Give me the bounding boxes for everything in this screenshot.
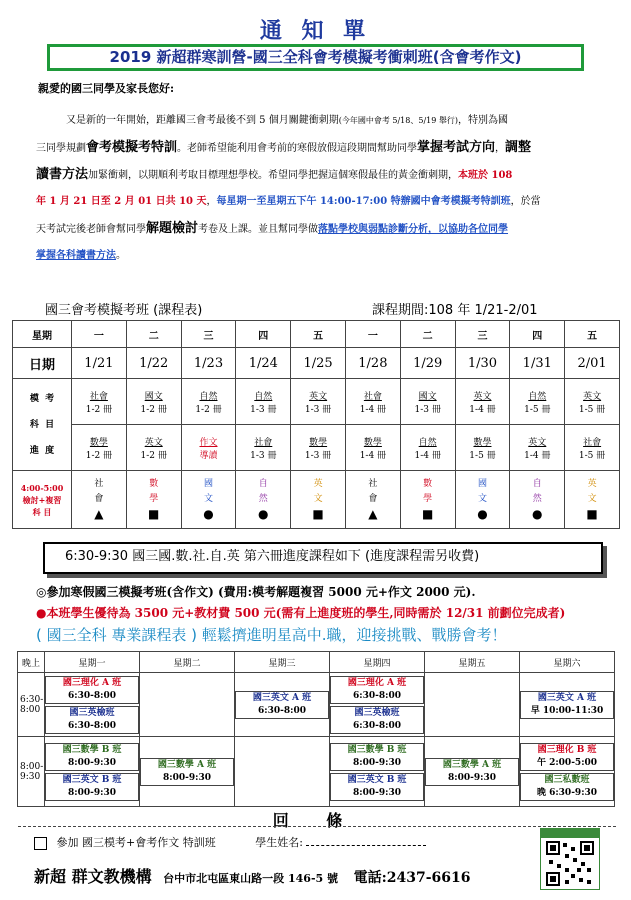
class-block xyxy=(425,758,519,786)
class-time: 8:00-9:30 xyxy=(353,787,401,798)
page-title: 通 知 單 xyxy=(259,19,372,44)
class-block xyxy=(330,773,424,801)
reply-slip-title: 回 條 xyxy=(272,811,359,830)
class-name: 國三英文 B 班 xyxy=(62,774,122,785)
subject-cell: 英文 1-3 冊 xyxy=(291,379,346,425)
subject-cell: 數學 1-5 冊 xyxy=(455,425,510,471)
course-subtitle: 2019 新超群寒訓營-國三全科會考模擬考衝刺班(含會考作文) xyxy=(47,44,584,71)
day-cell: 二 xyxy=(126,321,181,348)
review-subject-char: 社 xyxy=(94,479,104,489)
day-cell: 二 xyxy=(400,321,455,348)
review-marker: ■ xyxy=(586,507,598,521)
review-cell xyxy=(510,471,565,529)
review-subject-char: 文 xyxy=(587,494,597,504)
para-line-2: 三同學規劃會考模擬考特訓。老師希望能利用會考前的寒假放假這段期間幫助同學掌握考試方向，調整 xyxy=(36,140,532,155)
date-cell: 1/29 xyxy=(400,348,455,379)
table-row xyxy=(18,652,615,673)
review-marker: ■ xyxy=(148,507,160,521)
day-cell: 五 xyxy=(565,321,620,348)
signup-row xyxy=(34,834,426,850)
class-block xyxy=(330,743,424,771)
review-subject-char: 學 xyxy=(423,494,433,504)
day-cell: 一 xyxy=(345,321,400,348)
review-marker: ● xyxy=(258,507,269,521)
table-row xyxy=(13,425,620,471)
review-cell xyxy=(400,471,455,529)
para-line-3: 讀書方法加緊衝刺，以期順利考取目標理想學校。希望同學把握這個寒假最佳的黃金衝刺期，本班於 108 xyxy=(36,167,513,182)
class-name: 國三理化 A 班 xyxy=(347,677,407,688)
review-cell xyxy=(291,471,346,529)
course-cell xyxy=(235,737,330,807)
course-cell xyxy=(330,737,425,807)
subject-cell: 英文 1-2 冊 xyxy=(126,425,181,471)
subject-cell: 自然 1-2 冊 xyxy=(181,379,236,425)
day-cell: 三 xyxy=(455,321,510,348)
review-time-label: 4:00-5:00 檢討+複習 科 目 xyxy=(13,471,72,529)
review-cell xyxy=(455,471,510,529)
class-time: 6:30-8:00 xyxy=(258,705,306,716)
review-marker: ■ xyxy=(312,507,324,521)
greeting: 親愛的國三同學及家長您好: xyxy=(38,82,175,95)
review-subject-char: 社 xyxy=(368,479,378,489)
subject-cell: 英文 1-5 冊 xyxy=(565,379,620,425)
day-cell: 五 xyxy=(291,321,346,348)
class-block xyxy=(235,691,329,719)
review-subject-char: 國 xyxy=(203,479,213,489)
signup-label: 參加 國三模考+會考作文 特訓班 xyxy=(56,836,216,849)
class-name: 國三數學 A 班 xyxy=(442,759,502,770)
class-name: 國三英檢班 xyxy=(354,707,400,718)
class-block xyxy=(45,773,139,801)
student-name-label: 學生姓名: xyxy=(255,836,303,849)
class-name: 國三英文 A 班 xyxy=(252,692,312,703)
review-subject-char: 文 xyxy=(203,494,213,504)
fee-note: ◎參加寒假國三模擬考班(含作文) (費用:模考解題複習 5000 元+作文 2000 元). xyxy=(36,585,476,599)
date-cell: 2/01 xyxy=(565,348,620,379)
review-cell xyxy=(72,471,127,529)
signup-checkbox[interactable] xyxy=(34,837,47,850)
qr-code-icon xyxy=(540,828,600,890)
review-subject-char: 文 xyxy=(477,494,487,504)
course-slogan: ( 國三全科 專業課程表 ) 輕鬆擠進明星高中.職，迎接挑戰、戰勝會考！ xyxy=(36,626,507,644)
subject-cell: 數學 1-4 冊 xyxy=(345,425,400,471)
review-cell xyxy=(565,471,620,529)
date-cell: 1/21 xyxy=(72,348,127,379)
date-cell: 1/23 xyxy=(181,348,236,379)
footer-contact xyxy=(34,864,471,887)
subject-cell: 社會 1-3 冊 xyxy=(236,425,291,471)
subject-cell: 社會 1-2 冊 xyxy=(72,379,127,425)
table-row xyxy=(13,321,620,348)
para-line-4: 年 1 月 21 日至 2 月 01 日共 10 天，每星期一至星期五下午 14:00-17:00 特辦國中會考模擬考特訓班，於當 xyxy=(36,196,541,207)
slot-label: 6:30-8:00 xyxy=(18,673,45,737)
class-name: 國三英文 B 班 xyxy=(347,774,407,785)
class-time: 午 2:00-5:00 xyxy=(536,757,598,768)
review-subject-char: 數 xyxy=(149,479,159,489)
day-label: 星期 xyxy=(13,321,72,348)
para-line-6: 掌握各科讀書方法。 xyxy=(36,250,126,261)
phone-number: 2437-6616 xyxy=(386,870,471,886)
review-marker: ▲ xyxy=(368,507,378,521)
course-cell xyxy=(140,673,235,737)
subject-cell: 自然 1-5 冊 xyxy=(510,379,565,425)
course-cell xyxy=(520,737,615,807)
header-cell: 星期二 xyxy=(140,652,235,673)
date-cell: 1/28 xyxy=(345,348,400,379)
table-row xyxy=(18,737,615,807)
header-cell: 星期一 xyxy=(45,652,140,673)
subject-cell: 數學 1-2 冊 xyxy=(72,425,127,471)
para-line-5: 天考試完後老師會幫同學解題檢討考卷及上課。並且幫同學做落點學校與弱點診斷分析，以協助各位同學 xyxy=(36,221,509,236)
student-name-field[interactable] xyxy=(306,835,426,846)
class-time: 8:00-9:30 xyxy=(448,772,496,783)
discount-note: ●本班學生優待為 3500 元+教材費 500 元(需有上進度班的學生,同時需於 12/31 前劃位完成者) xyxy=(36,606,566,620)
subject-cell: 社會 1-4 冊 xyxy=(345,379,400,425)
para-line-1: 又是新的一年開始，距離國三會考最後不到 5 個月關鍵衝刺期(今年國中會考 5/18、5/19 舉行)，特別為國 xyxy=(66,115,508,126)
subject-cell: 英文 1-4 冊 xyxy=(455,379,510,425)
class-time: 早 10:00-11:30 xyxy=(530,705,604,716)
qr-code-graphic xyxy=(541,838,599,889)
review-subject-char: 學 xyxy=(149,494,159,504)
review-subject-char: 會 xyxy=(368,494,378,504)
class-name: 國三私數班 xyxy=(544,774,590,785)
class-time: 6:30-8:00 xyxy=(68,720,116,731)
subject-cell: 國文 1-3 冊 xyxy=(400,379,455,425)
review-subject-char: 自 xyxy=(258,479,268,489)
course-cell xyxy=(140,737,235,807)
table-row xyxy=(18,673,615,737)
table-row xyxy=(13,348,620,379)
subject-cell: 作文 導讀 xyxy=(181,425,236,471)
day-cell: 三 xyxy=(181,321,236,348)
class-block xyxy=(45,676,139,704)
class-time: 8:00-9:30 xyxy=(353,757,401,768)
review-subject-char: 英 xyxy=(587,479,597,489)
org-name: 新超 群文教機構 xyxy=(34,867,152,886)
day-cell: 四 xyxy=(510,321,565,348)
class-name: 國三數學 A 班 xyxy=(157,759,217,770)
class-block xyxy=(520,691,614,719)
subject-cell: 國文 1-2 冊 xyxy=(126,379,181,425)
subject-cell: 自然 1-3 冊 xyxy=(236,379,291,425)
review-cell xyxy=(236,471,291,529)
slot-label: 8:00-9:30 xyxy=(18,737,45,807)
header-cell: 晚上 xyxy=(18,652,45,673)
review-marker: ● xyxy=(532,507,543,521)
review-marker: ● xyxy=(477,507,488,521)
class-name: 國三數學 B 班 xyxy=(62,744,122,755)
date-cell: 1/24 xyxy=(236,348,291,379)
mock-subject-progress-label: 模 考 科 目 進 度 xyxy=(13,379,72,471)
class-name: 國三理化 B 班 xyxy=(537,744,597,755)
mock-exam-schedule-table xyxy=(12,320,620,529)
course-cell xyxy=(45,673,140,737)
review-subject-char: 文 xyxy=(313,494,323,504)
review-cell xyxy=(126,471,181,529)
course-cell xyxy=(425,737,520,807)
course-cell xyxy=(425,673,520,737)
phone-label: 電話: xyxy=(353,870,387,886)
class-name: 國三數學 B 班 xyxy=(347,744,407,755)
class-name: 國三理化 A 班 xyxy=(62,677,122,688)
table-row xyxy=(13,471,620,529)
class-time: 6:30-8:00 xyxy=(353,690,401,701)
review-subject-char: 英 xyxy=(313,479,323,489)
date-cell: 1/25 xyxy=(291,348,346,379)
review-subject-char: 然 xyxy=(532,494,542,504)
class-time: 6:30-8:00 xyxy=(353,720,401,731)
schedule-heading: 國三會考模擬考班 (課程表) xyxy=(45,303,203,318)
class-block xyxy=(330,676,424,704)
subject-cell: 自然 1-4 冊 xyxy=(400,425,455,471)
review-cell xyxy=(181,471,236,529)
header-cell: 星期五 xyxy=(425,652,520,673)
course-cell xyxy=(330,673,425,737)
review-subject-char: 國 xyxy=(477,479,487,489)
course-cell xyxy=(235,673,330,737)
date-label: 日期 xyxy=(13,348,72,379)
night-course-banner: 6:30-9:30 國三國.數.社.自.英 第六冊進度課程如下 (進度課程需另收費) xyxy=(43,542,603,574)
course-cell xyxy=(520,673,615,737)
review-cell xyxy=(345,471,400,529)
org-address: 台中市北屯區東山路一段 146-5 號 xyxy=(163,872,338,885)
subject-cell: 數學 1-3 冊 xyxy=(291,425,346,471)
class-block xyxy=(45,743,139,771)
weekly-course-table xyxy=(17,651,615,807)
header-cell: 星期六 xyxy=(520,652,615,673)
class-name: 國三英檢班 xyxy=(69,707,115,718)
table-row xyxy=(13,379,620,425)
review-marker: ■ xyxy=(422,507,434,521)
class-time: 8:00-9:30 xyxy=(163,772,211,783)
review-subject-char: 自 xyxy=(532,479,542,489)
subject-cell: 英文 1-4 冊 xyxy=(510,425,565,471)
class-block xyxy=(520,773,614,801)
date-cell: 1/31 xyxy=(510,348,565,379)
class-block xyxy=(330,706,424,734)
subject-cell: 社會 1-5 冊 xyxy=(565,425,620,471)
schedule-period: 課程期間:108 年 1/21-2/01 xyxy=(372,303,538,318)
date-cell: 1/30 xyxy=(455,348,510,379)
review-subject-char: 然 xyxy=(258,494,268,504)
reply-divider xyxy=(18,826,616,827)
class-name: 國三英文 A 班 xyxy=(537,692,597,703)
class-time: 8:00-9:30 xyxy=(68,787,116,798)
review-marker: ● xyxy=(203,507,214,521)
day-cell: 四 xyxy=(236,321,291,348)
class-block xyxy=(45,706,139,734)
review-subject-char: 數 xyxy=(423,479,433,489)
header-cell: 星期四 xyxy=(330,652,425,673)
header-cell: 星期三 xyxy=(235,652,330,673)
class-time: 8:00-9:30 xyxy=(68,757,116,768)
class-block xyxy=(140,758,234,786)
class-time: 晚 6:30-9:30 xyxy=(536,787,598,798)
date-cell: 1/22 xyxy=(126,348,181,379)
day-cell: 一 xyxy=(72,321,127,348)
course-cell xyxy=(45,737,140,807)
class-block xyxy=(520,743,614,771)
class-time: 6:30-8:00 xyxy=(68,690,116,701)
review-subject-char: 會 xyxy=(94,494,104,504)
review-marker: ▲ xyxy=(94,507,104,521)
